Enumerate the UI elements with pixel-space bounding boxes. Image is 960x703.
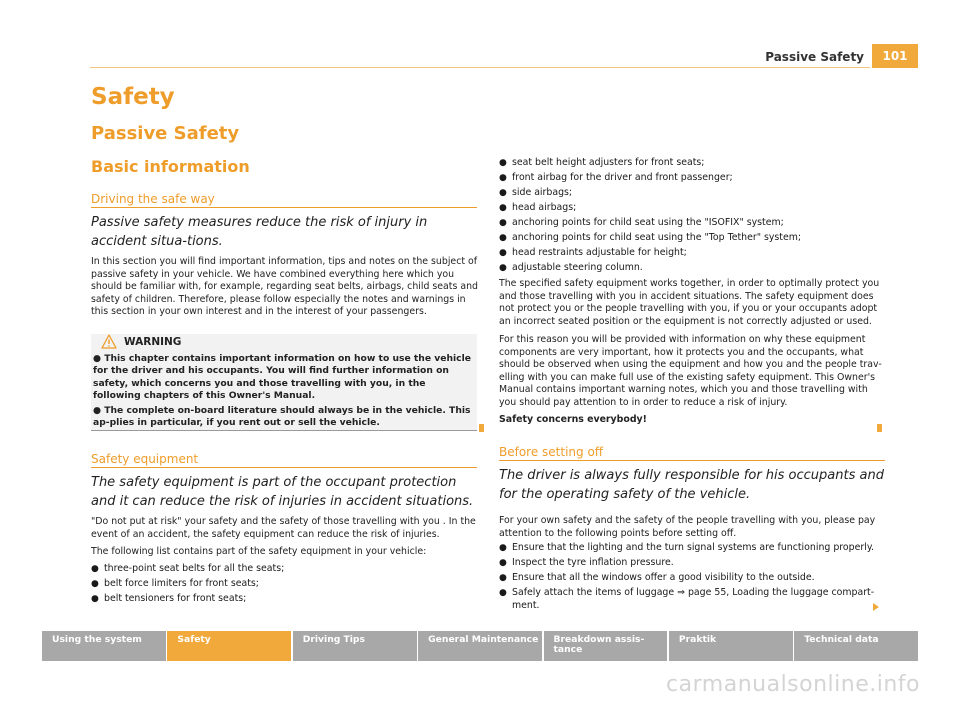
section-title: Passive Safety bbox=[91, 123, 240, 144]
warning-title: WARNING bbox=[124, 336, 182, 348]
warning-triangle-icon bbox=[101, 334, 117, 350]
list-item: ● Ensure that all the windows offer a good visibility to the outside. bbox=[499, 571, 815, 583]
list-item-text: Ensure that the lighting and the turn signal systems are functioning properly. bbox=[512, 542, 875, 553]
nav-tab-praktik[interactable]: Praktik bbox=[669, 631, 793, 661]
list-item-text: adjustable steering column. bbox=[512, 261, 643, 273]
running-header-title: Passive Safety bbox=[765, 50, 864, 64]
list-item: ● head airbags; bbox=[499, 201, 577, 213]
nav-tab-technical-data[interactable]: Technical data bbox=[794, 631, 918, 661]
chapter-nav-bar bbox=[42, 631, 918, 661]
continued-arrow-icon bbox=[873, 603, 879, 611]
warning-item: ● The complete on-board literature should always be in the vehicle. This ap-plies in particular, if you rent out or sell the vehicle. bbox=[93, 404, 471, 429]
list-item: ● Ensure that the lighting and the turn signal systems are functioning properly. bbox=[499, 542, 875, 553]
header-rule bbox=[90, 67, 870, 68]
driving-lead: Passive safety measures reduce the risk of injury in accident situa-tions. bbox=[91, 215, 428, 249]
chapter-title: Safety bbox=[91, 84, 175, 110]
section-end-marker bbox=[877, 424, 882, 432]
heading-rule bbox=[91, 467, 477, 468]
list-item: ● side airbags; bbox=[499, 186, 573, 198]
driving-safe-way-heading: Driving the safe way bbox=[91, 192, 215, 206]
equipment-list-intro: The following list contains part of the safety equipment in your vehicle: bbox=[91, 546, 427, 557]
safety-equipment-heading: Safety equipment bbox=[91, 452, 199, 466]
subsection-title: Basic information bbox=[91, 157, 250, 176]
warning-text bbox=[93, 353, 475, 429]
list-item-text: anchoring points for child seat using the "Top Tether" system; bbox=[512, 231, 802, 243]
nav-tab-general-maintenance[interactable]: General Maintenance bbox=[418, 631, 542, 661]
safety-concerns-note: Safety concerns everybody! bbox=[499, 414, 647, 425]
paragraph-why-important: For this reason you will be provided with information on why these equipment components are very important, how it protects you and the occupants, what should be observed when using the equipment and how you and the people trav-elling with you can make full use of the existing safety equipment. This Owner's Manual contains important warning notes, which you and those travelling with you should pay attention to in order to reduce a risk of injury. bbox=[499, 334, 882, 408]
before-body: For your own safety and the safety of the people travelling with you, please pay attention to the following points before setting off. bbox=[499, 515, 876, 539]
equipment-lead: The safety equipment is part of the occupant protection and it can reduce the risk of injuries in accident situations. bbox=[91, 475, 474, 509]
list-item: ● Safely attach the items of luggage ⇒ page 55, Loading the luggage compart-ment. bbox=[499, 587, 884, 612]
list-item: ● Inspect the tyre inflation pressure. bbox=[499, 556, 674, 568]
page-number: 101 bbox=[882, 49, 908, 63]
heading-rule bbox=[91, 207, 477, 208]
list-item-text: belt force limiters for front seats; bbox=[104, 577, 259, 589]
list-item-text: seat belt height adjusters for front seats; bbox=[512, 157, 705, 168]
heading-rule bbox=[499, 460, 885, 461]
list-item-text: head restraints adjustable for height; bbox=[512, 246, 687, 258]
list-item: ● anchoring points for child seat using the "Top Tether" system; bbox=[499, 231, 802, 243]
list-item: ● head restraints adjustable for height; bbox=[499, 246, 687, 258]
equipment-list-left bbox=[91, 563, 481, 608]
section-end-marker bbox=[479, 424, 484, 432]
warning-item: ● This chapter contains important information on how to use the vehicle for the driver and his occupants. You will find further information on safety, which concerns you and those travelling with you, in the following chapters of this Owner's Manual. bbox=[93, 353, 471, 402]
nav-tab-using-the-system[interactable]: Using the system bbox=[42, 631, 166, 661]
equipment-list-right bbox=[499, 157, 884, 277]
list-item-text: side airbags; bbox=[512, 186, 573, 198]
list-item: ● three-point seat belts for all the seats; bbox=[91, 563, 285, 574]
list-item: ● seat belt height adjusters for front seats; bbox=[499, 157, 705, 168]
paragraph-equipment-works: The specified safety equipment works together, in order to optimally protect you and those travelling with you in accident situations. The safety equipment does not protect you or the people travelling with you, if you or your occupants adopt an incorrect seated position or the equipment is not correctly adjusted or used. bbox=[499, 278, 880, 327]
nav-tab-driving-tips[interactable]: Driving Tips bbox=[293, 631, 417, 661]
list-item: ● adjustable steering column. bbox=[499, 261, 643, 273]
nav-tab-safety[interactable]: Safety bbox=[167, 631, 291, 661]
list-item-text: anchoring points for child seat using the "ISOFIX" system; bbox=[512, 216, 784, 228]
list-item-text: front airbag for the driver and front passenger; bbox=[512, 171, 733, 183]
equipment-body: "Do not put at risk" your safety and the safety of those travelling with you . In the event of an accident, the safety equipment can reduce the risk of injuries. bbox=[91, 516, 476, 540]
list-item: ● front airbag for the driver and front passenger; bbox=[499, 171, 733, 183]
list-item: ● belt force limiters for front seats; bbox=[91, 577, 259, 589]
before-setting-off-heading: Before setting off bbox=[499, 445, 604, 459]
nav-tab-breakdown-assistance[interactable]: Breakdown assis-tance bbox=[544, 631, 668, 661]
list-item-text: Inspect the tyre inflation pressure. bbox=[512, 556, 674, 568]
driving-body: In this section you will find important information, tips and notes on the subject of passive safety in your vehicle. We have combined everything here which you should be familiar with, for example, regarding seat belts, airbags, child seats and safety of children. Therefore, please follow especially the notes and warnings in this section in your own interest and in the interest of your passengers. bbox=[91, 256, 478, 318]
list-item-text: belt tensioners for front seats; bbox=[104, 592, 247, 604]
page-number-badge bbox=[872, 44, 918, 68]
list-item-text: three-point seat belts for all the seats; bbox=[104, 563, 285, 574]
list-item-text: head airbags; bbox=[512, 201, 577, 213]
list-item-text: Ensure that all the windows offer a good visibility to the outside. bbox=[512, 571, 815, 583]
list-item: ● anchoring points for child seat using the "ISOFIX" system; bbox=[499, 216, 784, 228]
watermark: carmanualsonline.info bbox=[666, 672, 920, 697]
before-list bbox=[499, 542, 884, 615]
before-lead: The driver is always fully responsible for his occupants and for the operating safety of the vehicle. bbox=[499, 468, 884, 502]
list-item-text: Safely attach the items of luggage ⇒ page 55, Loading the luggage compart-ment. bbox=[512, 586, 875, 611]
list-item: ● belt tensioners for front seats; bbox=[91, 592, 247, 604]
